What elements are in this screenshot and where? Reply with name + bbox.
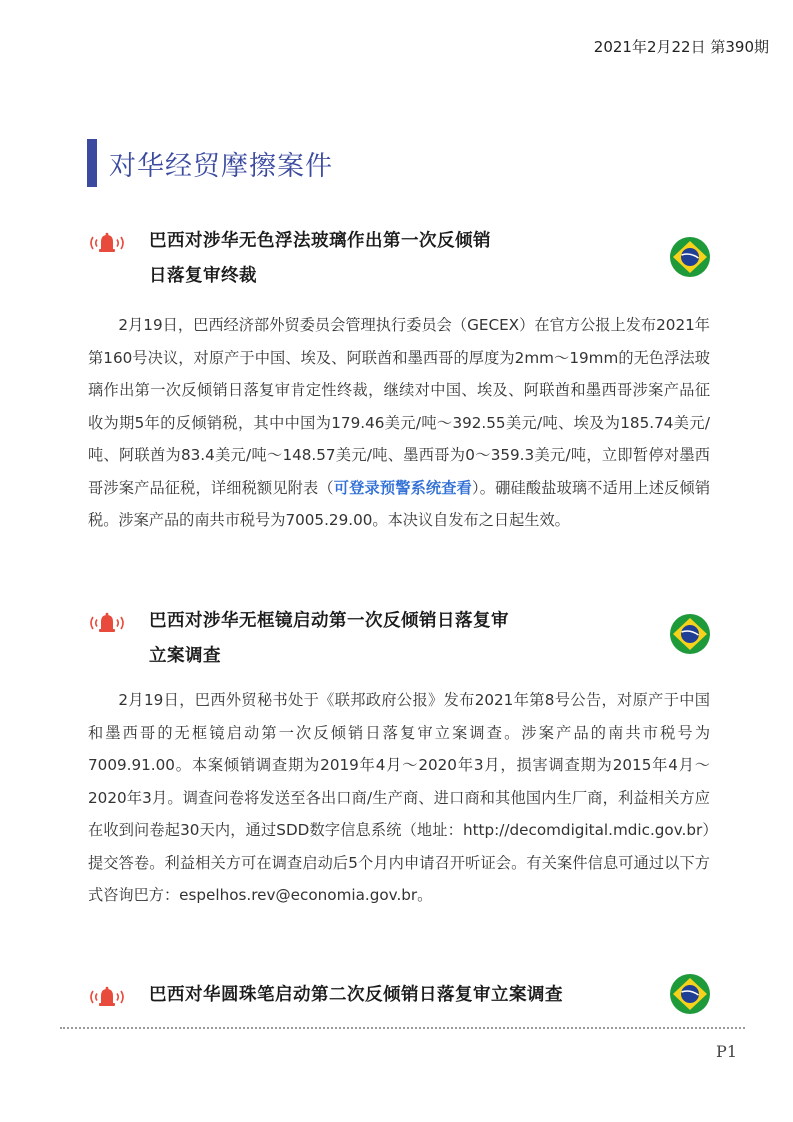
article-2-body: 2月19日，巴西外贸秘书处于《联邦政府公报》发布2021年第8号公告，对原产于中国和墨西哥的无框镜启动第一次反倾销日落复审立案调查。涉案产品的南共市税号为7009.91.00。本案倾销调查期为2019年4月～2020年3月，损害调查期为2015年4月～2020年3月。调查问卷将发送至各出口商/生产商、进口商和其他国内生厂商，利益相关方应在收到问卷起30天内，通过SDD数字信息系统（地址：http://decomdigital.mdic.gov.br）提交答卷。利益相关方可在调查启动后5个月内申请召开听证会。有关案件信息可通过以下方式咨询巴方：espelhos.rev@economia.gov.br。 (88, 691, 710, 904)
footer-divider (60, 1027, 745, 1029)
article-1-body (88, 309, 710, 537)
article-1-title-line2: 日落复审终裁 (149, 266, 257, 286)
section-title: 对华经贸摩擦案件 (109, 150, 333, 182)
article-2-title-line1: 巴西对涉华无框镜启动第一次反倾销日落复审 (149, 611, 509, 631)
section-header (87, 139, 333, 187)
page-number: P1 (716, 1042, 737, 1061)
article-1-title (87, 230, 707, 294)
brazil-flag-icon (669, 613, 711, 655)
section-accent-bar (87, 139, 97, 187)
article-2-title (87, 610, 707, 674)
brazil-flag-icon (669, 236, 711, 278)
article-2-title-line2: 立案调查 (149, 646, 221, 666)
issue-date: 2021年2月22日 第390期 (593, 38, 769, 56)
article-1-title-line1: 巴西对涉华无色浮法玻璃作出第一次反倾销 (149, 231, 491, 251)
article-3-title (87, 984, 707, 1013)
article-3-title-line1: 巴西对华圆珠笔启动第二次反倾销日落复审立案调查 (149, 985, 563, 1005)
alarm-bell-icon (87, 232, 127, 254)
article-1-body-text: 2月19日，巴西经济部外贸委员会管理执行委员会（GECEX）在官方公报上发布2021年第160号决议，对原产于中国、埃及、阿联酋和墨西哥的厚度为2mm～19mm的无色浮法玻璃作出第一次反倾销日落复审肯定性终裁，继续对中国、埃及、阿联酋和墨西哥涉案产品征收为期5年的反倾销税，其中中国为179.46美元/吨～392.55美元/吨、埃及为185.74美元/吨、阿联酋为83.4美元/吨～148.57美元/吨、墨西哥为0～359.3美元/吨，立即暂停对墨西哥涉案产品征税，详细税额见附表（ (88, 316, 710, 497)
article-1-body-text-end: ）。硼硅酸盐玻璃不适用上述反倾销税。涉案产品的南共市税号为7005.29.00。本决议自发布之日起生效。 (88, 478, 711, 529)
warning-system-link[interactable]: 可登录预警系统查看 (333, 478, 473, 497)
brazil-flag-icon (669, 973, 711, 1015)
alarm-bell-icon (87, 986, 127, 1008)
alarm-bell-icon (87, 612, 127, 634)
